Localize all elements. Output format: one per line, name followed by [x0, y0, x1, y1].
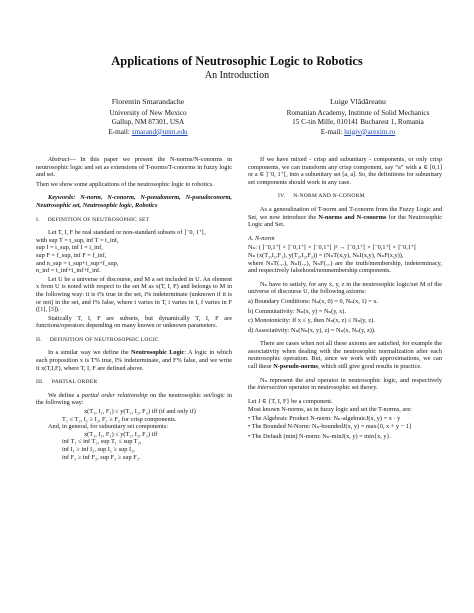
order-equation: x(T₁, I₁, F₁) ≤ y(T₂, I₂, F₂) iff (if and only if)	[84, 408, 196, 416]
paper-subtitle: An Introduction	[204, 70, 270, 81]
section-2-paragraph: In a similar way we define the Neutrosophic Logic: A logic in which each proposition x is T% true, I% indeterminate, and F% false, and we write it x(T,I,F), where T, I, F are defined above.	[36, 349, 232, 372]
order-equation: inf T₁ ≤ inf T₂, sup T₁ ≤ sup T₂,	[62, 438, 142, 446]
abstract-label: Abstract	[48, 156, 70, 163]
email-label: E-mail:	[320, 127, 345, 136]
author-address: Gallup, NM 87301, USA	[111, 118, 185, 127]
author-email-line	[258, 128, 458, 137]
pseudo-norms-paragraph: There are cases when not all these axioms are satisfied, for example the associativity when dealing with the neutrosophic normalization after each neutrosophic operation. But, since we work with approximations, we can call these N-pseudo-norms, which still give good results in practice.	[248, 340, 442, 371]
keywords-label: Keywords:	[48, 194, 81, 202]
section-heading-3: III. PARTIAL ORDER	[36, 379, 98, 386]
component-paragraph: Let J ∈ {T, I, F} be a component.	[248, 397, 333, 405]
section-1-paragraph: Let T, I, F be real standard or non-standard subsets of ]⁻0, 1⁺[,	[48, 229, 206, 237]
section-heading-1: I. DEFINITION OF NEUTROSOPHIC SET	[36, 216, 150, 223]
section-1-paragraph-3: Statically T, I, F are subsets, but dynamically T, I, F are functions/operators depending on many known or unknown parameters.	[36, 314, 232, 330]
keywords	[36, 194, 232, 209]
left-column	[36, 156, 232, 461]
section-3-paragraph-2: And, in general, for subunitary set components:	[48, 423, 168, 431]
author-email-link[interactable]: luigiv@arexim.ro	[344, 127, 396, 136]
section-1-definitions: with sup T = t_sup, inf T = t_inf, sup I = i_sup, inf I = i_inf, sup F = f_sup, inf F = f_inf, and n_sup = t_sup+i_sup+f_sup, n_inf = t_inf+i_inf+f_inf.	[36, 236, 119, 275]
and-operator-paragraph: Nₙ represent the and operator in neutrosophic logic, and respectively the intersection operator in neutrosophic set theory.	[248, 376, 442, 392]
subsection-a-heading: A. N-norm	[248, 234, 275, 242]
author-address: 15 C-tin Mille, 010141 Bucharest 1, Romania	[292, 118, 424, 127]
n-norm-definition: Nₙ: ( ]⁻0,1⁺[ × ]⁻0,1⁺[ × ]⁻0,1⁺[ )² → ]⁻0,1⁺[ × ]⁻0,1⁺[ × ]⁻0,1⁺[ Nₙ (x(T₁,I₁,F₁), y(T₂,I₂,F₂)) = (NₙT(x,y), NₙI(x,y), NₙF(x,y)), where NₙT(.,.), NₙI(.,.), NₙF(.,.) are the truth/membership, indeterminacy, and respectively falsehood/nonmembership components.	[248, 244, 442, 275]
section-1-paragraph-2: Let U be a universe of discourse, and M a set included in U. An element x from U is noted with respect to the set M as x(T, I, F) and belongs to M in the following way: it is t% true in the set, i% indeterminate (unknown if it is or not) in the set, and f% false, where t varies in T, i varies in I, f varies in F ([1], [3]).	[36, 275, 232, 314]
order-equation: inf I₁ ≥ inf I₂, sup I₁ ≥ sup I₂,	[62, 446, 135, 453]
section-4-paragraph: As a generalization of T-norm and T-conorm from the Fuzzy Logic and Set, we now introduce the N-norms and N-conorms for the Neutrosophic Logic and Set.	[248, 205, 443, 229]
order-equation: x(T₁, I₁, F₁) ≤ y(T₂, I₂, F₂) iff	[84, 430, 158, 438]
email-label: E-mail:	[108, 127, 132, 136]
right-column	[248, 156, 442, 447]
section-3-paragraph: We define a partial order relationship on the neutrosophic set/logic in the following way:	[36, 391, 232, 407]
axioms-intro: Nₙ have to satisfy, for any x, y, z in the neutrosophic logic/set M of the universe of discourse U, the following axioms:	[248, 280, 442, 296]
paper-title: Applications of Neutrosophic Logic to Robotics	[111, 54, 363, 68]
order-equation: T₁ ≤ T₂, I₁ ≥ I₂, F₁ ≥ F₂ for crisp components.	[62, 415, 177, 423]
abstract	[36, 156, 232, 179]
author-affiliation: Romanian Academy, Institute of Solid Mechanics	[286, 109, 430, 118]
known-norms-intro: Most known N-norms, as in fuzzy logic and set the T-norms, are:	[248, 406, 412, 414]
abstract-text: — In this paper we present the N-norms/N-conorms in neutrosophic logic and set as extensions of T-norms/T-conorms in fuzzy logic and set.	[36, 156, 232, 179]
section-heading-2: II. DEFINITION OF NEUTROSOPHIC LOGIC	[36, 336, 159, 343]
axioms-list: a) Boundary Conditions: Nₙ(x, 0) = 0, Nₙ(x, 1) = x. b) Commutativity: Nₙ(x, y) = Nₙ(y, x). c) Monotonicity: If x ≤ y, then Nₙ(x, z) ≤ Nₙ(y, z). d) Associativity: Nₙ(Nₙ(x, y), z) = Nₙ(x, Nₙ(y, z)).	[248, 297, 379, 334]
order-equation: inf F₁ ≥ inf F₂, sup F₁ ≥ sup F₂.	[62, 453, 141, 461]
author-block-2	[258, 97, 458, 137]
known-norms-list: • The Algebraic Product N-norm: Nₙ-algebraicJ(x, y) = x · y • The Bounded N-Norm: Nₙ-boundedJ(x, y) = max{0, x + y − 1} • The Default (min) N-norm: Nₙ-minJ(x, y) = min{x, y}.	[248, 415, 412, 441]
section-heading-4: IV. N-NORM AND N-CONORM	[278, 193, 365, 200]
author-affiliation: University of New Mexico	[109, 109, 187, 118]
author-name: Florentin Smarandache	[111, 97, 185, 106]
keywords-text: N-norm, N-conorm, N-pseudonorm, N-pseudoconorm, Neutrosophic set, Neutrosophic logic, Robotics	[36, 194, 233, 209]
mixed-components-paragraph: If we have mixed - crisp and subunitary - components, or only crisp components, we can transform any crisp component, say “a” with a ∈ [0,1] or a ∈ ]⁻0, 1⁺[, into a subunitary set [a, a]. So, the definitions for subunitary set components should work in any case.	[248, 156, 442, 186]
author-email-line	[48, 128, 248, 137]
author-email-link[interactable]: smarand@unm.edu	[131, 127, 188, 136]
abstract-text-2: Then we show some applications of the neutrosophic logic to robotics.	[36, 180, 214, 188]
author-name: Luige Vlădăreanu	[330, 97, 386, 106]
author-block-1	[48, 97, 248, 137]
